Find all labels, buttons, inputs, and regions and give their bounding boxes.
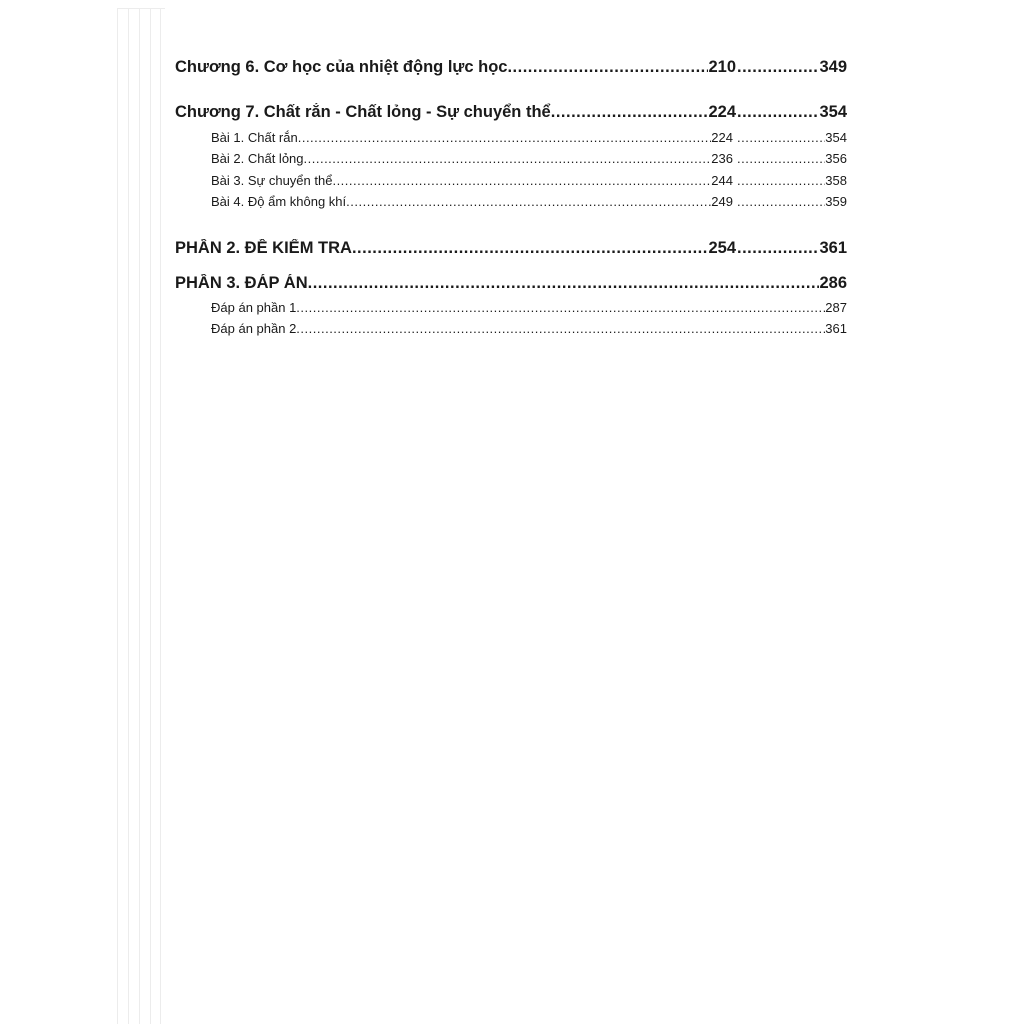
dot-leader bbox=[737, 239, 819, 258]
toc-entry-lesson-3[interactable] bbox=[211, 173, 733, 188]
toc-entry-lesson-1-answer[interactable] bbox=[737, 130, 847, 145]
page-edge-line bbox=[150, 8, 151, 1024]
toc-page-number: 287 bbox=[825, 300, 847, 315]
page-edge-line bbox=[139, 8, 140, 1024]
toc-answer-page-number: 354 bbox=[819, 103, 847, 121]
toc-entry-title: Đáp án phần 1 bbox=[211, 300, 297, 315]
page-edge-line bbox=[117, 8, 118, 1024]
toc-entry-title: Bài 3. Sự chuyển thể bbox=[211, 173, 333, 188]
toc-entry-title: Đáp án phần 2 bbox=[211, 321, 297, 336]
toc-entry-title: Bài 4. Độ ẩm không khí bbox=[211, 194, 347, 209]
toc-answer-page-number: 354 bbox=[825, 130, 847, 145]
toc-page-number: 236 bbox=[711, 151, 733, 166]
dot-leader bbox=[737, 173, 825, 188]
toc-page-number: 224 bbox=[711, 130, 733, 145]
dot-leader bbox=[737, 103, 819, 122]
dot-leader bbox=[737, 194, 825, 209]
toc-page-number: 244 bbox=[711, 173, 733, 188]
toc-answer-page-number: 359 bbox=[825, 194, 847, 209]
toc-entry-chapter-7-answer[interactable] bbox=[737, 103, 847, 122]
dot-leader bbox=[304, 151, 712, 166]
toc-entry-chapter-6-answer[interactable] bbox=[737, 58, 847, 77]
toc-page-number: 361 bbox=[825, 321, 847, 336]
page-edge-top bbox=[117, 8, 165, 9]
toc-entry-title: Chương 6. Cơ học của nhiệt động lực học bbox=[175, 58, 508, 76]
toc-answer-page-number: 349 bbox=[819, 58, 847, 76]
dot-leader bbox=[551, 103, 709, 122]
toc-entry-chapter-6[interactable] bbox=[175, 58, 736, 77]
dot-leader bbox=[332, 173, 711, 188]
toc-entry-answers-part-1[interactable] bbox=[211, 300, 847, 315]
toc-answer-page-number: 356 bbox=[825, 151, 847, 166]
dot-leader bbox=[737, 130, 825, 145]
toc-entry-lesson-1[interactable] bbox=[211, 130, 733, 145]
page-edge-line bbox=[128, 8, 129, 1024]
toc-entry-part-2-answer[interactable] bbox=[737, 239, 847, 258]
toc-entry-lesson-4[interactable] bbox=[211, 194, 733, 209]
toc-answer-page-number: 358 bbox=[825, 173, 847, 188]
toc-answer-page-number: 361 bbox=[819, 239, 847, 257]
dot-leader bbox=[737, 151, 825, 166]
dot-leader bbox=[507, 58, 708, 77]
toc-entry-title: PHẦN 2. ĐỀ KIỂM TRA bbox=[175, 239, 352, 257]
toc-entry-lesson-2[interactable] bbox=[211, 151, 733, 166]
toc-entry-title: Bài 2. Chất lỏng bbox=[211, 151, 304, 166]
toc-entry-chapter-7[interactable] bbox=[175, 103, 736, 122]
dot-leader bbox=[298, 130, 712, 145]
dot-leader bbox=[308, 274, 820, 293]
toc-page-number: 224 bbox=[708, 103, 736, 121]
dot-leader bbox=[737, 58, 819, 77]
toc-entry-lesson-4-answer[interactable] bbox=[737, 194, 847, 209]
toc-entry-lesson-2-answer[interactable] bbox=[737, 151, 847, 166]
toc-entry-title: PHẦN 3. ĐÁP ÁN bbox=[175, 274, 308, 292]
toc-page-number: 254 bbox=[708, 239, 736, 257]
page-edge-line bbox=[160, 8, 161, 1024]
toc-entry-part-3[interactable] bbox=[175, 274, 847, 293]
dot-leader bbox=[296, 321, 825, 336]
toc-entry-title: Bài 1. Chất rắn bbox=[211, 130, 298, 145]
toc-entry-lesson-3-answer[interactable] bbox=[737, 173, 847, 188]
toc-page-number: 286 bbox=[819, 274, 847, 292]
toc-page-number: 210 bbox=[708, 58, 736, 76]
toc-entry-title: Chương 7. Chất rắn - Chất lỏng - Sự chuyển thể bbox=[175, 103, 551, 121]
dot-leader bbox=[352, 239, 709, 258]
toc-entry-answers-part-2[interactable] bbox=[211, 321, 847, 336]
dot-leader bbox=[296, 300, 825, 315]
toc-page-number: 249 bbox=[711, 194, 733, 209]
toc-entry-part-2[interactable] bbox=[175, 239, 736, 258]
dot-leader bbox=[346, 194, 711, 209]
